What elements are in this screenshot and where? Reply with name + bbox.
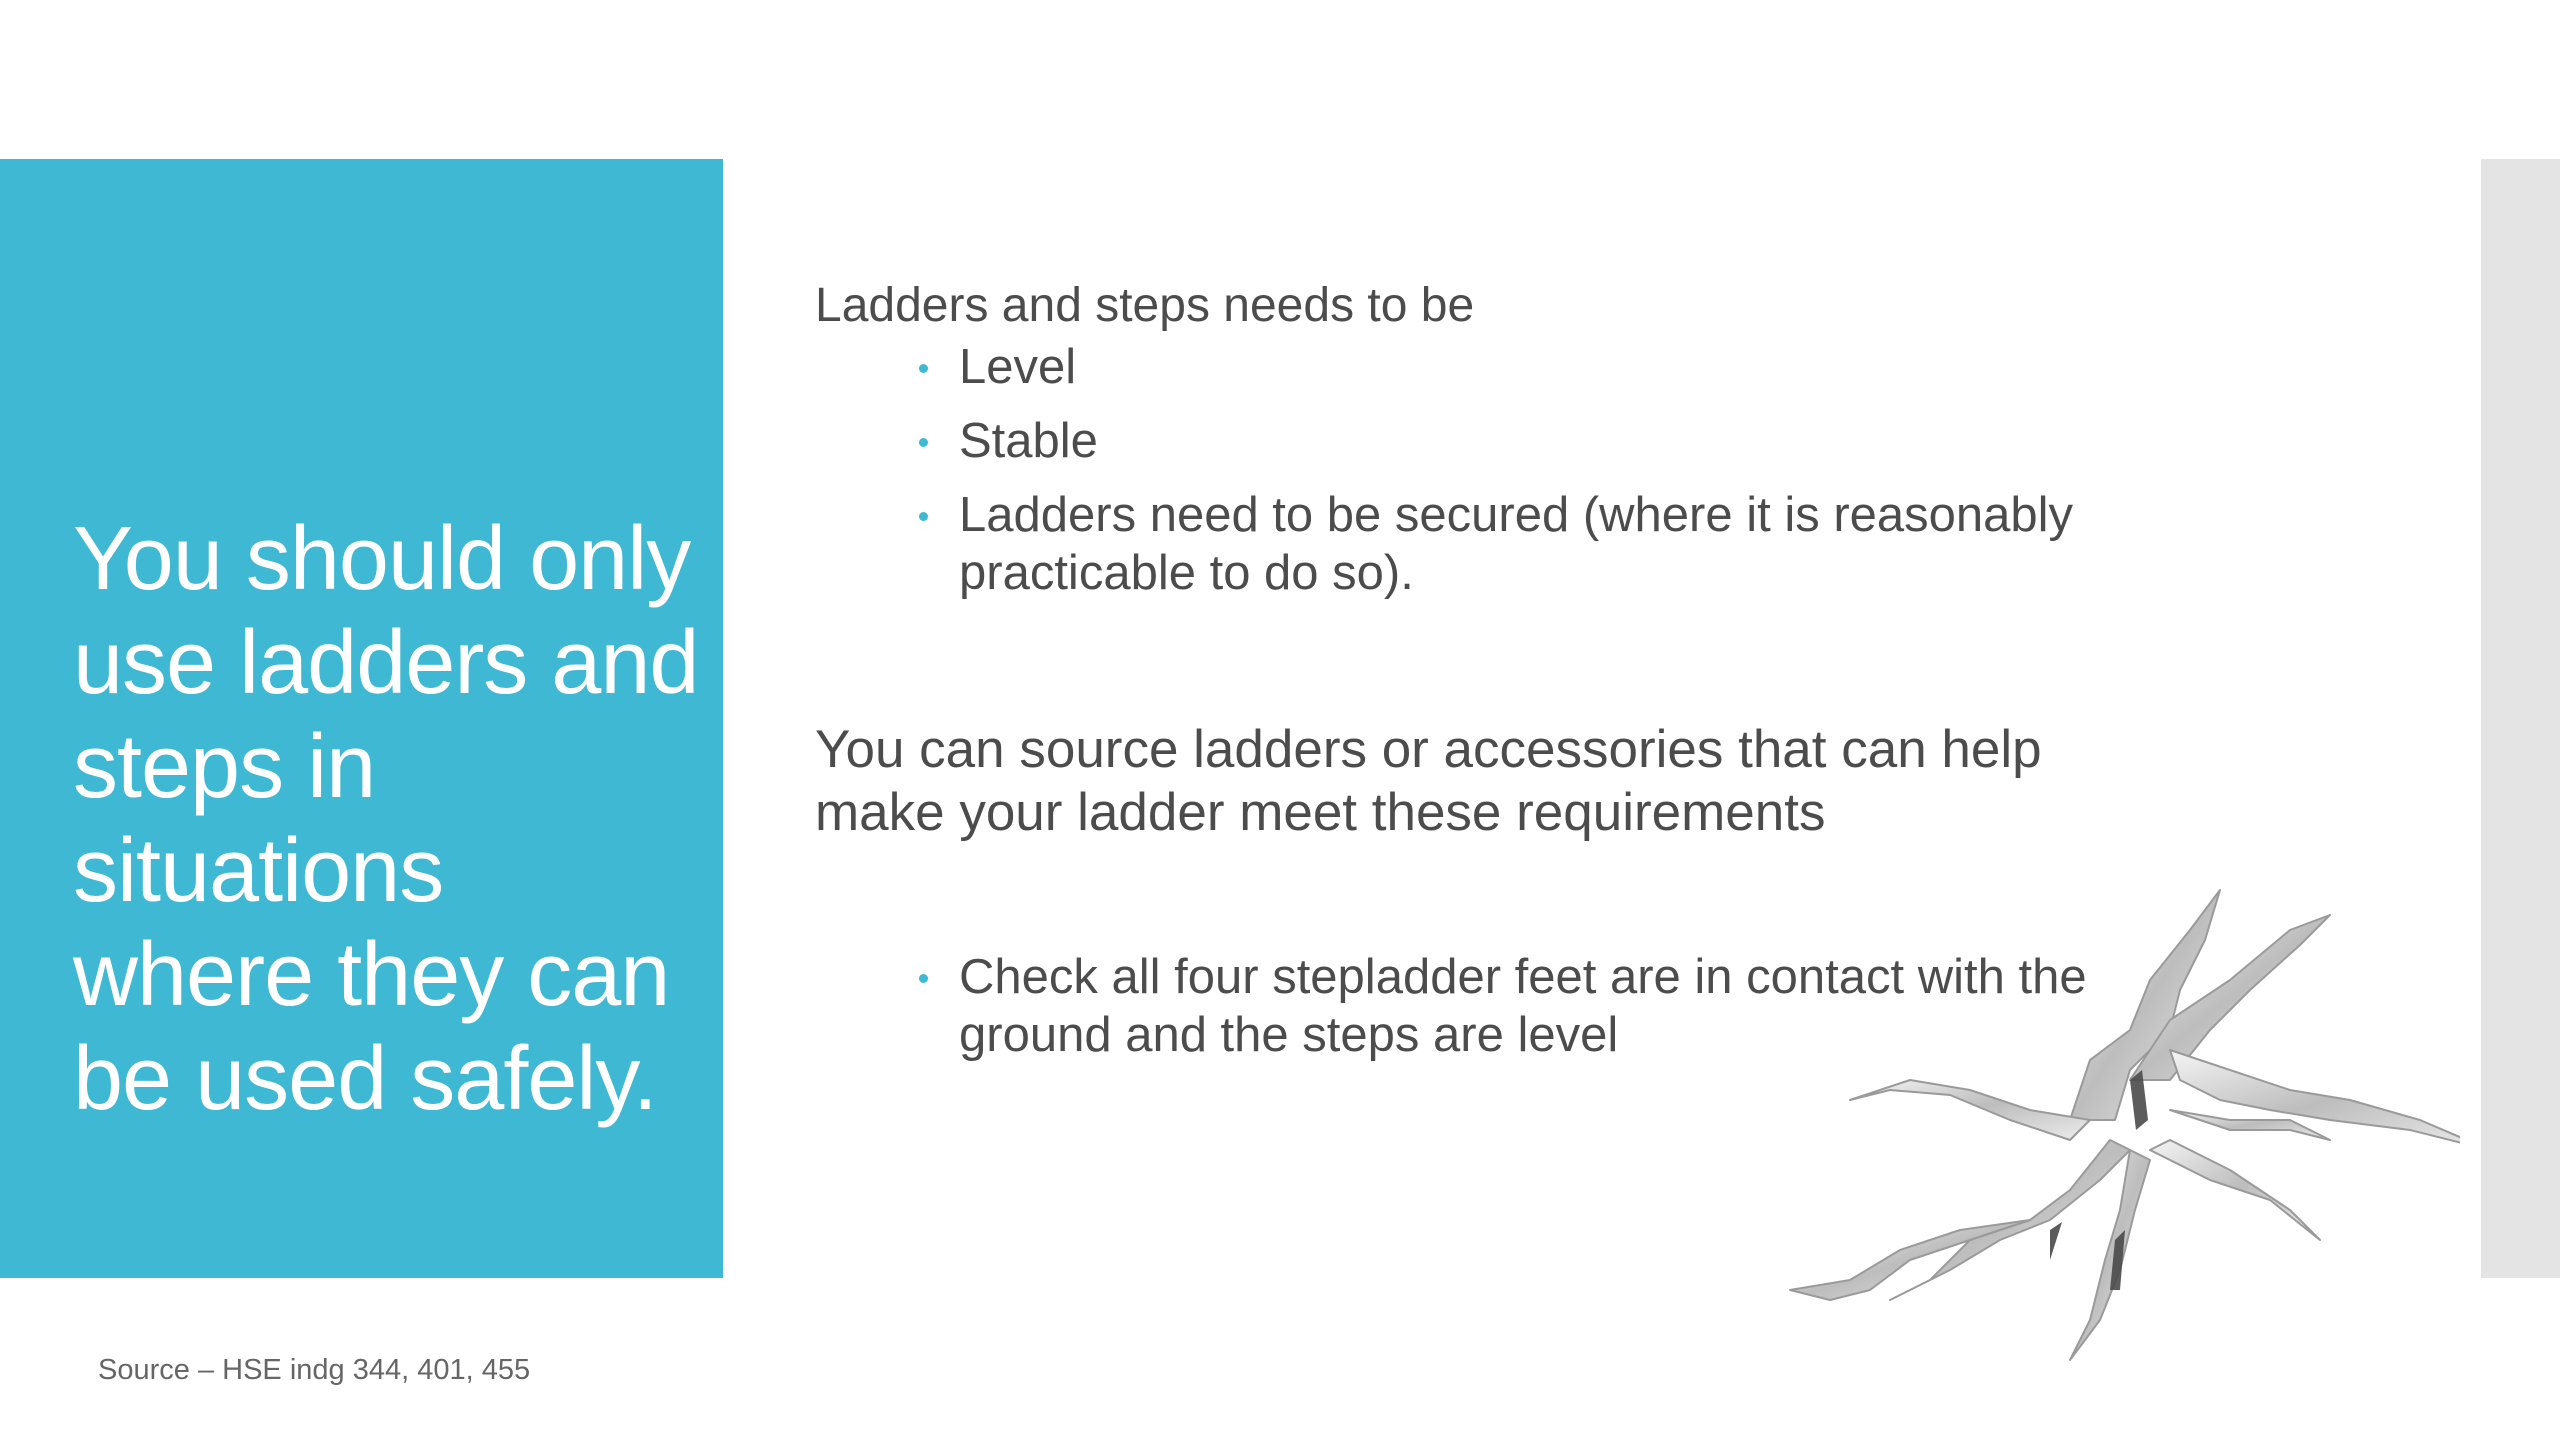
bullet-icon	[919, 364, 928, 373]
list-item-text: Level	[959, 340, 1077, 394]
list-item-text: Ladders need to be secured (where it is reasonably practicable to do so).	[959, 488, 2074, 600]
bullet-icon	[919, 438, 928, 447]
list-item	[919, 486, 2119, 602]
source-citation: Source – HSE indg 344, 401, 455	[98, 1354, 531, 1386]
list-item-text: Check all four stepladder feet are in contact with the ground and the steps are level	[959, 950, 2087, 1062]
bullet-icon	[919, 974, 928, 983]
list-item	[919, 412, 2119, 470]
right-decorative-bar	[2481, 159, 2560, 1278]
list-item	[919, 338, 2119, 396]
list-item-text: Stable	[959, 414, 1098, 468]
intro-text: Ladders and steps needs to be	[815, 279, 1475, 332]
title-panel	[0, 159, 723, 1278]
bullet-icon	[919, 512, 928, 521]
cracked-ground-illustration	[1530, 820, 2460, 1380]
slide-title: You should only use ladders and steps in situations where they can be used safely.	[73, 509, 699, 1129]
accessories-paragraph: You can source ladders or accessories that can help make your ladder meet these requirements	[815, 720, 2042, 842]
requirements-list	[919, 338, 2119, 618]
